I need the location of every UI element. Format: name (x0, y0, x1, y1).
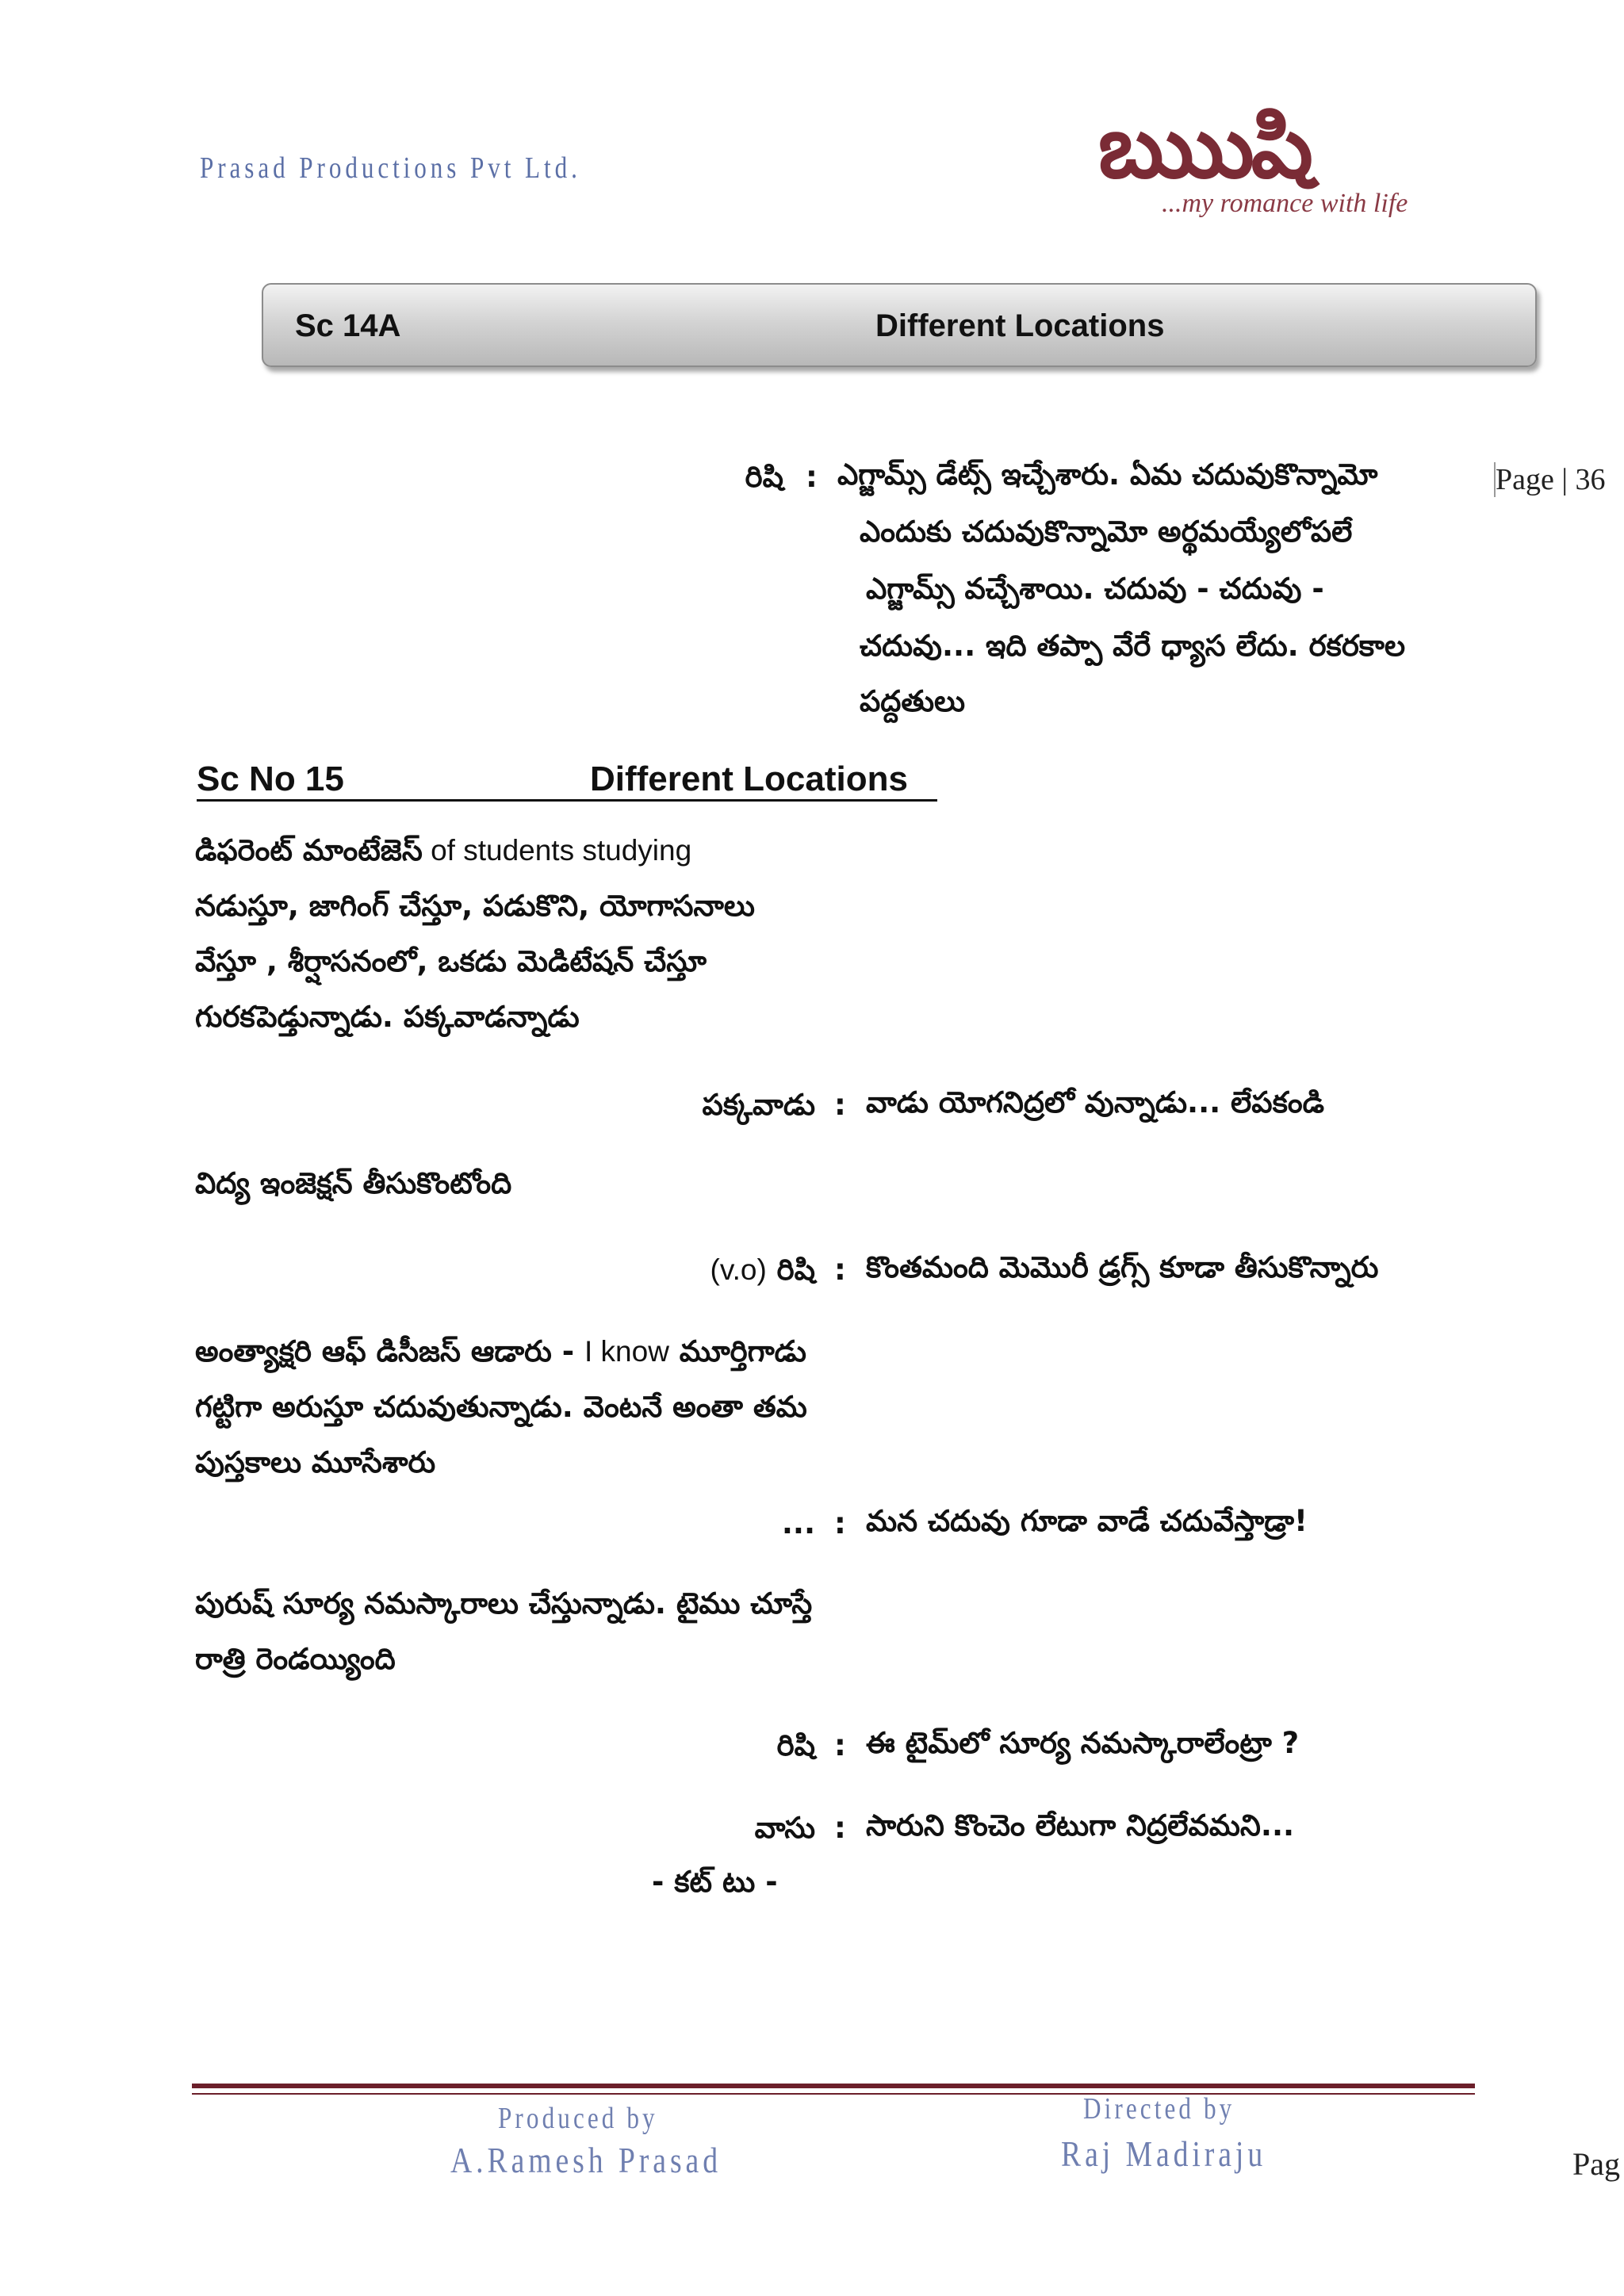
heading-underline (197, 799, 937, 802)
action-text: అంత్యాక్షరి ఆఫ్ డిసీజస్ ఆడారు - (195, 1334, 584, 1368)
produced-by-label: Produced by (498, 2102, 658, 2135)
action-text-latin: I know (584, 1335, 669, 1368)
cut-to-transition: - కట్ టు - (652, 1865, 778, 1899)
dialogue-line: చదువు... ఇది తప్పా వేరే ధ్యాస లేదు. రకరకాల (860, 629, 1406, 663)
director-name: Raj Madiraju (1061, 2133, 1267, 2174)
scene-number: Sc 14A (295, 308, 401, 343)
action-text: డిఫరెంట్ మాంటేజెస్ (195, 833, 423, 867)
action-line: గట్టిగా అరుస్తూ చదువుతున్నాడు. వెంటనే అంతా తమ (195, 1390, 807, 1424)
scene-banner (262, 283, 1537, 367)
page-number-text: Page | 36 (1496, 463, 1606, 496)
directed-by-label: Directed by (1083, 2092, 1235, 2126)
action-line (195, 1334, 806, 1368)
scene-heading-location: Different Locations (590, 760, 908, 798)
dialogue-line: ఎగ్జామ్స్ డేట్స్ ఇచ్చేశారు. ఏమ చదువుకొన్నామో (837, 457, 1378, 492)
action-line: విద్య ఇంజెక్షన్ తీసుకొంటోంది (195, 1166, 512, 1200)
producer-name: A.Ramesh Prasad (450, 2140, 722, 2180)
dialogue-speaker (698, 1253, 815, 1294)
action-line: రాత్రి రెండయ్యింది (195, 1642, 396, 1676)
page-number (1494, 462, 1605, 497)
dialogue-colon: : (834, 1088, 846, 1122)
voice-over-tag: (v.o) (710, 1253, 767, 1286)
action-line: గురకపెడ్తున్నాడు. పక్కవాడన్నాడు (195, 1000, 580, 1034)
logo-tagline: ...my romance with life (1162, 189, 1408, 218)
dialogue-colon: : (806, 460, 818, 494)
dialogue-line: ఎందుకు చదువుకొన్నామో అర్థమయ్యేలోపలే (860, 515, 1353, 549)
action-line: నడుస్తూ, జాగింగ్ చేస్తూ, పడుకొని, యోగాసనాలు (195, 889, 755, 923)
action-line: పురుష్ సూర్య నమస్కారాలు చేస్తున్నాడు. టైము చూస్తే (195, 1586, 813, 1621)
dialogue-speaker: ... (781, 1506, 815, 1540)
action-line (195, 833, 692, 867)
dialogue-colon: : (834, 1506, 846, 1540)
action-line: వేస్తూ , శీర్షాసనంలో, ఒకడు మెడిటేషన్ చేస్తూ (195, 944, 707, 978)
dialogue-line: మన చదువు గూడా వాడే చదువేస్తాడ్రా! (866, 1504, 1308, 1538)
dialogue-line: వాడు యోగనిద్రలో వున్నాడు... లేపకండి (866, 1085, 1325, 1119)
dialogue-line: ఈ టైమ్‌లో సూర్య నమస్కారాలేంట్రా ? (866, 1726, 1300, 1760)
dialogue-line: ఎగ్జామ్స్ వచ్చేశాయి. చదువు - చదువు - (866, 572, 1324, 606)
scene-location: Different Locations (875, 308, 1165, 343)
action-text: మూర్తిగాడు (668, 1334, 806, 1368)
speaker-name: రిషి (776, 1253, 815, 1287)
film-logo: ఋుషి (1098, 95, 1311, 197)
dialogue-speaker: రిషి (776, 1728, 815, 1762)
footer-rule (192, 2084, 1475, 2088)
dialogue-colon: : (834, 1253, 846, 1287)
dialogue-line: పద్దతులు (860, 684, 966, 718)
dialogue-speaker: పక్కవాడు (702, 1088, 815, 1122)
dialogue-line: కొంతమంది మెమొరీ డ్రగ్స్ కూడా తీసుకొన్నారు (866, 1250, 1379, 1284)
scene-heading-number: Sc No 15 (197, 760, 344, 798)
dialogue-speaker: రిషి (745, 460, 783, 494)
dialogue-speaker: వాసు (754, 1811, 815, 1845)
dialogue-line: సారుని కొంచెం లేటుగా నిద్రలేవమని... (866, 1808, 1295, 1843)
action-line: పుస్తకాలు మూసేశారు (195, 1445, 436, 1479)
footer-rule-thin (192, 2093, 1475, 2095)
dialogue-colon: : (834, 1811, 846, 1845)
action-text-latin: of students studying (422, 834, 692, 867)
dialogue-colon: : (834, 1728, 846, 1762)
page-number-partial: Pag (1572, 2146, 1620, 2182)
company-name: Prasad Productions Pvt Ltd. (200, 151, 581, 185)
